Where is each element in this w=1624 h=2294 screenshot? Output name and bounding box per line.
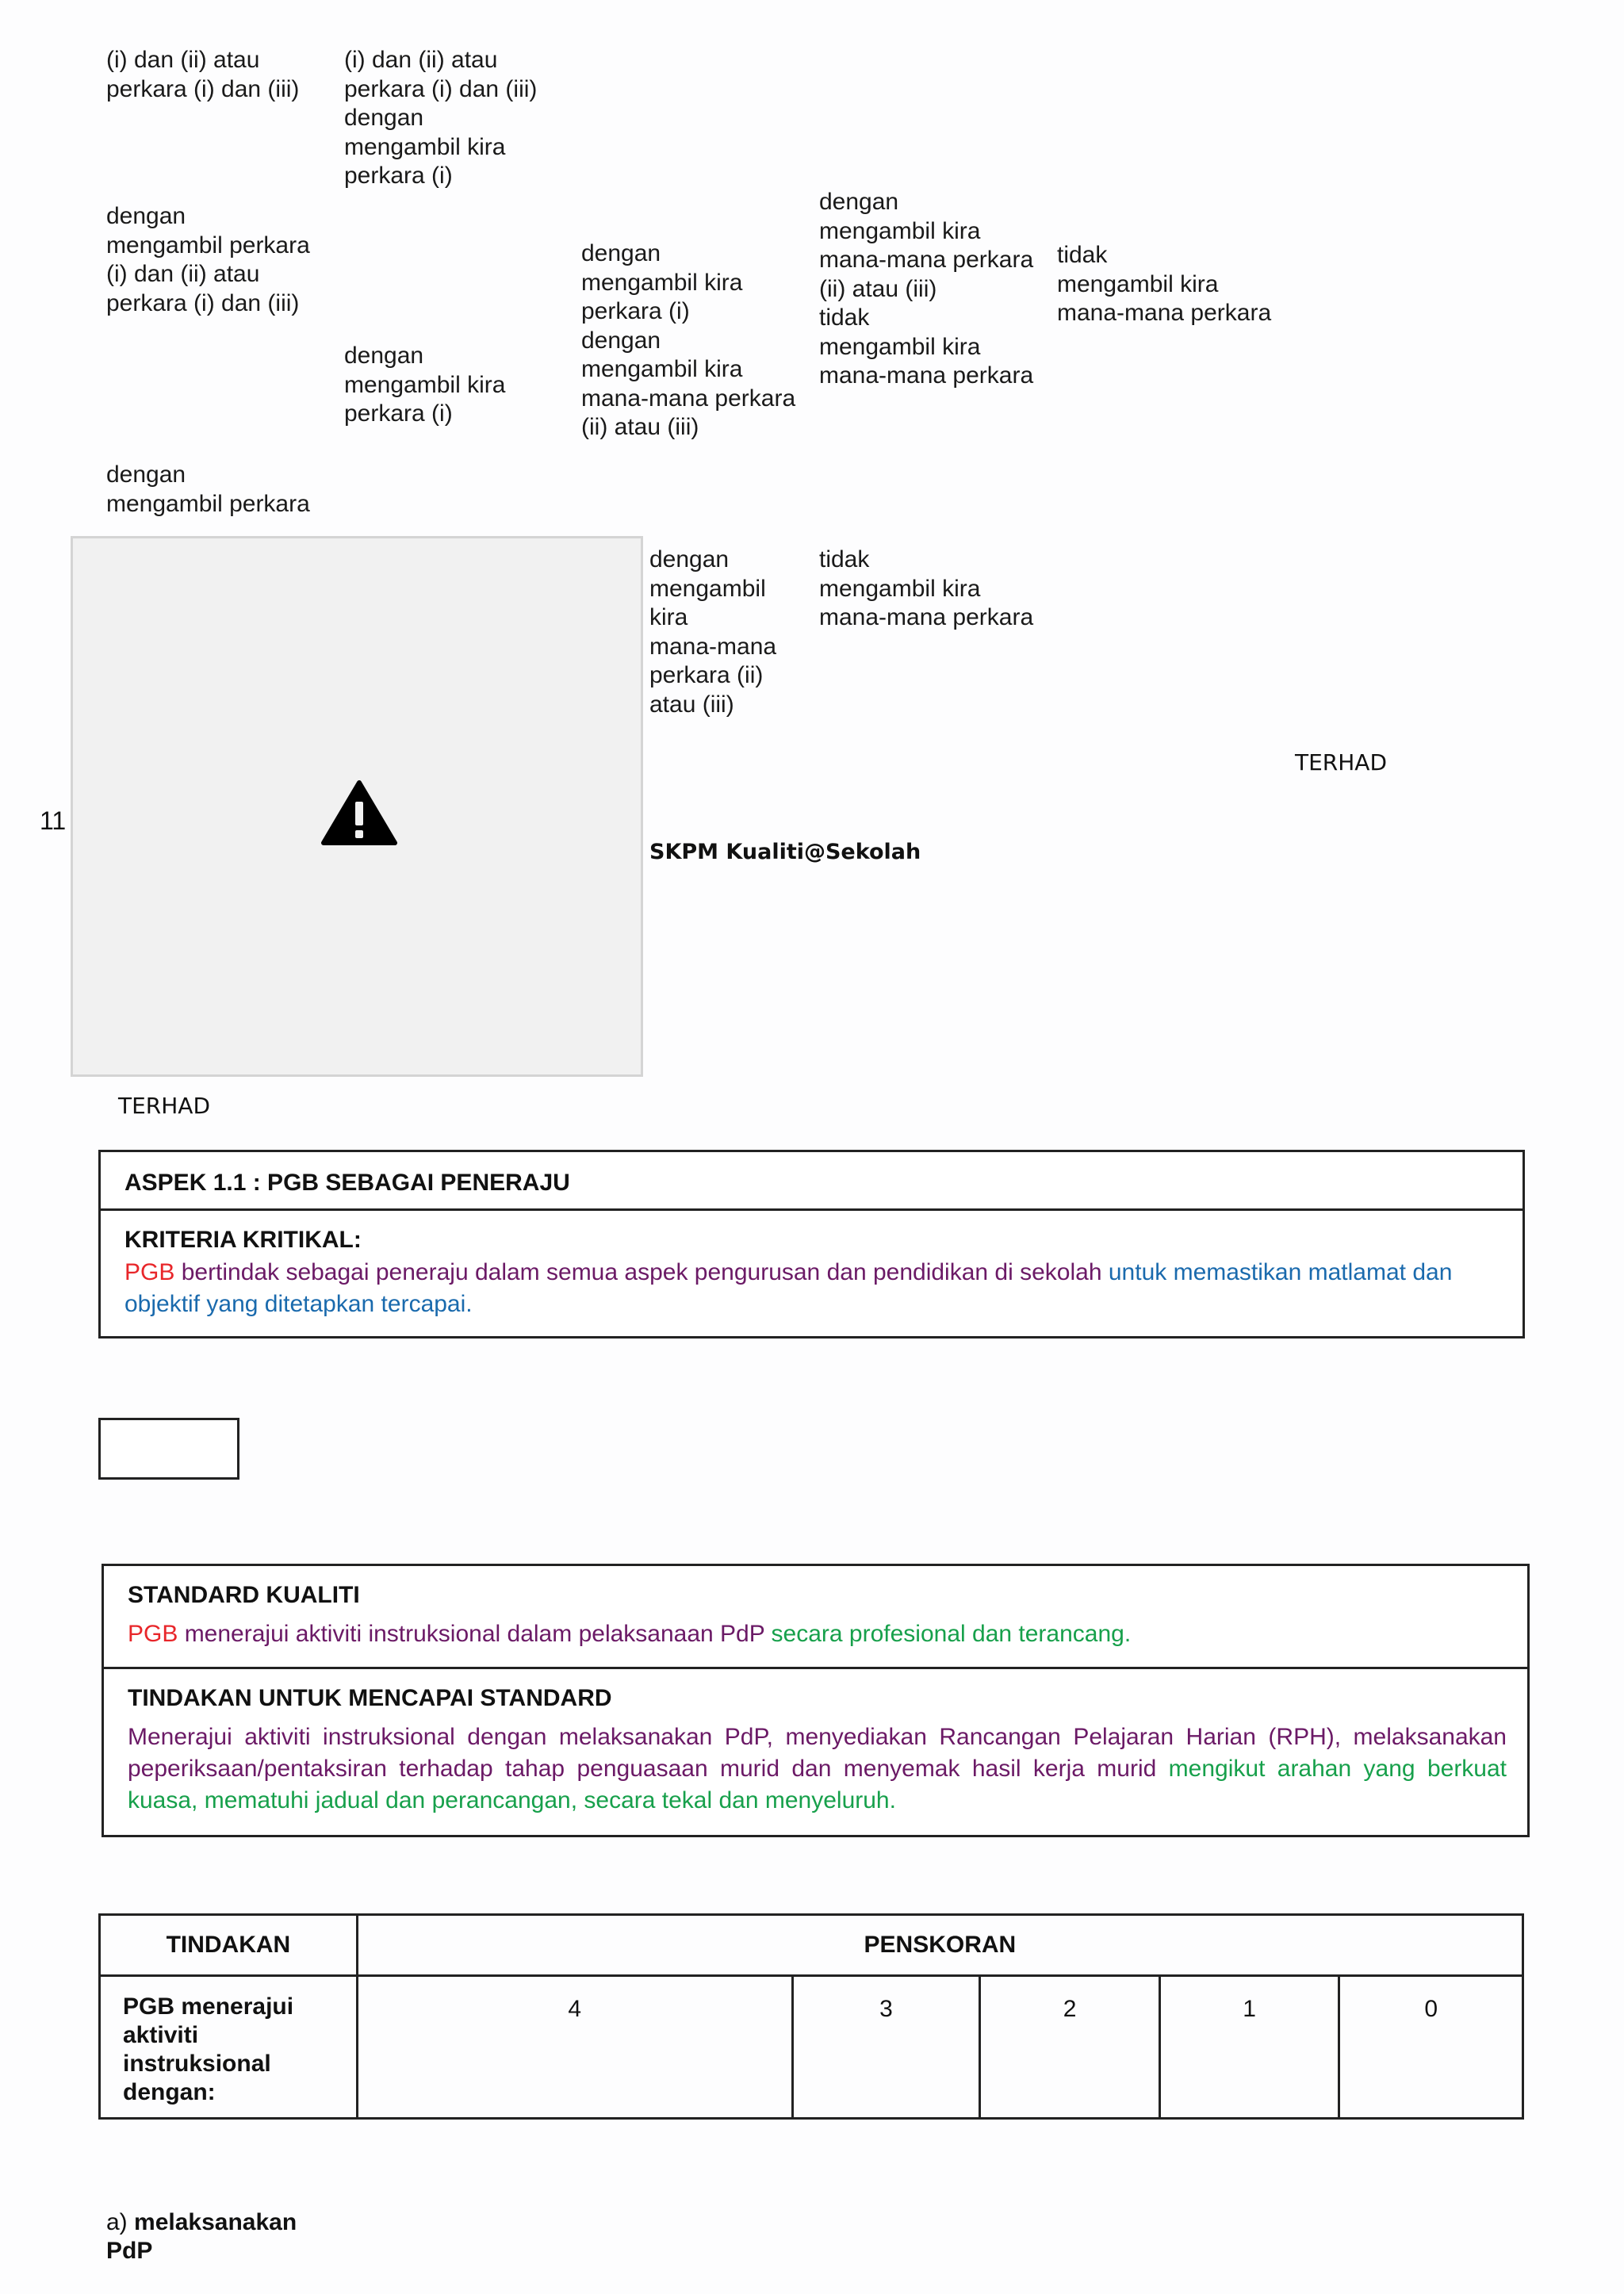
score-cell: 3 xyxy=(792,1976,980,2119)
kriteria-text xyxy=(124,1257,1499,1320)
list-item xyxy=(106,2208,297,2265)
warning-triangle-icon xyxy=(321,779,397,846)
empty-box xyxy=(98,1418,239,1480)
image-placeholder xyxy=(71,536,643,1077)
criterion-fragment: dengan mengambil kira mana-mana perkara (ii) atau (iii) xyxy=(649,546,777,718)
standard-title: STANDARD KUALITI xyxy=(128,1582,360,1608)
criterion-fragment: dengan mengambil perkara xyxy=(106,461,310,517)
score-cell: 1 xyxy=(1159,1976,1339,2119)
kriteria-action: bertindak sebagai peneraju dalam semua aspek pengurusan dan pendidikan di sekolah xyxy=(174,1259,1109,1285)
kriteria-section xyxy=(101,1211,1522,1320)
criterion-fragment: (i) dan (ii) atau perkara (i) dan (iii) xyxy=(106,47,300,102)
criterion-fragment: tidak mengambil kira mana-mana perkara xyxy=(1057,242,1272,326)
standard-text xyxy=(128,1618,1507,1650)
tindakan-manner: mengikut arahan yang berkuat kuasa, mematuhi jadual dan perancangan, secara tekal dan menyeluruh. xyxy=(128,1756,1507,1813)
tindakan-section xyxy=(104,1669,1527,1817)
row-label: PGB menerajui aktiviti instruksional dengan: xyxy=(100,1976,358,2119)
page-number: 11 xyxy=(40,806,67,835)
criterion-fragment: dengan mengambil kira perkara (i) dengan mengambil kira mana-mana perkara (ii) atau (iii) xyxy=(581,240,796,440)
criterion-fragment: dengan mengambil kira mana-mana perkara (ii) atau (iii) tidak mengambil kira mana-mana perkara xyxy=(819,189,1034,389)
list-item-prefix: a) xyxy=(106,2209,135,2235)
criterion-fragment: dengan mengambil perkara (i) dan (ii) atau perkara (i) dan (iii) xyxy=(106,203,310,316)
list-item-label: melaksanakan PdP xyxy=(106,2209,297,2264)
terhad-label: TERHAD xyxy=(118,1093,211,1119)
standard-section xyxy=(104,1566,1527,1669)
aspek-title: ASPEK 1.1 : PGB SEBAGAI PENERAJU xyxy=(124,1170,570,1196)
tindakan-action: Menerajui aktiviti instruksional dengan melaksanakan PdP, menyediakan Rancangan Pelajaran Harian (RPH), melaksanakan peperiksaan/pentaksiran terhadap tahap penguasaan murid dan menyemak hasil kerja murid xyxy=(128,1724,1507,1782)
standard-subject: PGB xyxy=(128,1621,178,1647)
table-header-row xyxy=(100,1915,1523,1976)
criterion-fragment: dengan mengambil kira perkara (i) xyxy=(344,343,506,427)
header-tindakan: TINDAKAN xyxy=(100,1915,358,1976)
standard-manner: secara profesional dan terancang. xyxy=(771,1621,1132,1647)
skpm-label: SKPM Kualiti@Sekolah xyxy=(649,840,921,864)
standard-action: menerajui aktiviti instruksional dalam pelaksanaan PdP xyxy=(178,1621,772,1647)
tindakan-title: TINDAKAN UNTUK MENCAPAI STANDARD xyxy=(128,1685,612,1711)
score-cell: 2 xyxy=(980,1976,1160,2119)
aspek-title-row xyxy=(101,1152,1522,1211)
criterion-fragment: (i) dan (ii) atau perkara (i) dan (iii) dengan mengambil kira perkara (i) xyxy=(344,47,538,189)
score-table xyxy=(98,1913,1524,2120)
table-row xyxy=(100,1976,1523,2119)
score-cell: 0 xyxy=(1339,1976,1523,2119)
criterion-fragment: tidak mengambil kira mana-mana perkara xyxy=(819,546,1034,630)
kriteria-purpose: untuk memastikan matlamat dan objektif yang ditetapkan tercapai. xyxy=(124,1259,1453,1317)
score-cell: 4 xyxy=(357,1976,792,2119)
standard-box xyxy=(102,1564,1530,1837)
terhad-label: TERHAD xyxy=(1295,749,1388,776)
header-penskoran: PENSKORAN xyxy=(357,1915,1522,1976)
tindakan-text xyxy=(128,1721,1507,1817)
kriteria-subject: PGB xyxy=(124,1259,175,1285)
kriteria-label: KRITERIA KRITIKAL: xyxy=(124,1227,362,1253)
aspek-box xyxy=(98,1150,1525,1338)
